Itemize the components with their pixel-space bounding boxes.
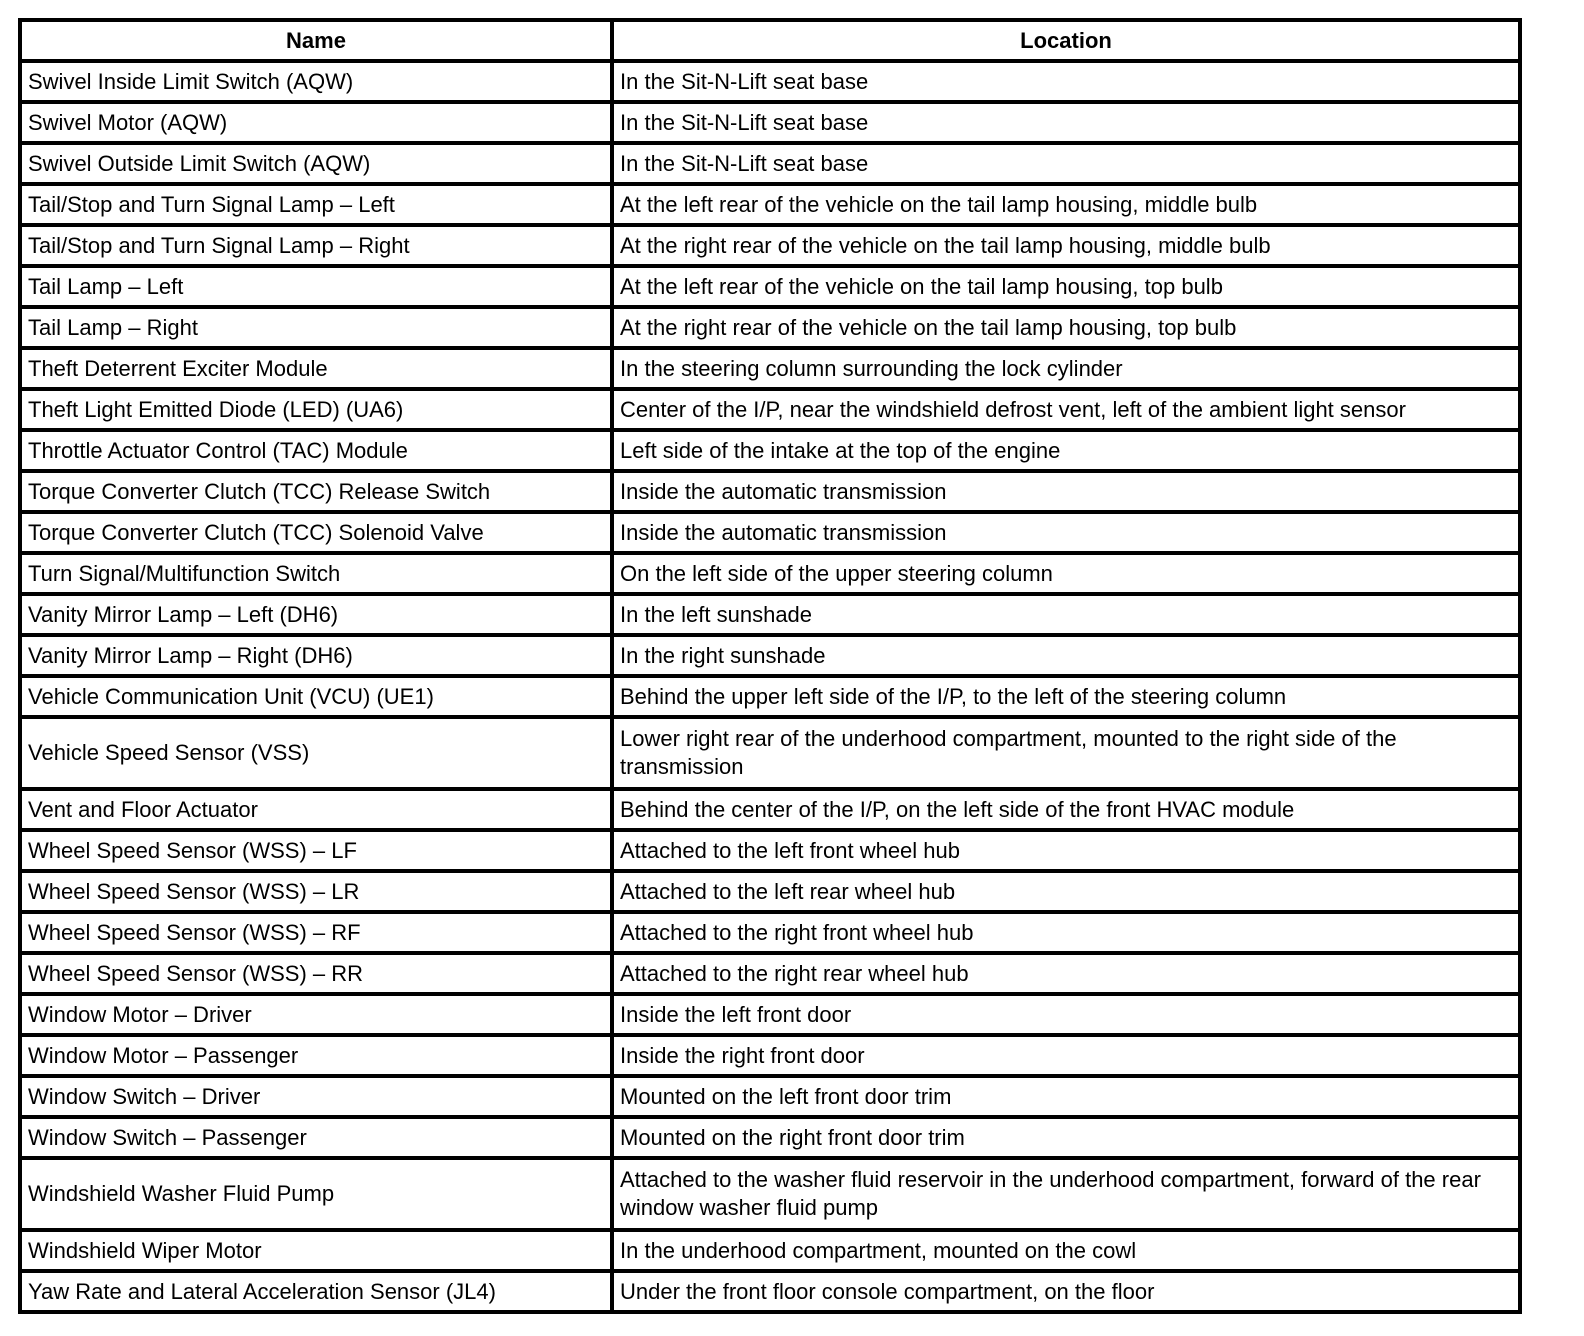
component-location-cell: Behind the upper left side of the I/P, to the left of the steering column <box>612 676 1520 717</box>
table-row <box>20 830 1520 871</box>
component-name-cell: Vanity Mirror Lamp – Right (DH6) <box>20 635 612 676</box>
table-row <box>20 512 1520 553</box>
table-row <box>20 717 1520 789</box>
component-name-cell: Yaw Rate and Lateral Acceleration Sensor (JL4) <box>20 1271 612 1312</box>
component-location-cell: Lower right rear of the underhood compartment, mounted to the right side of the transmission <box>612 717 1520 789</box>
component-name-cell: Windshield Wiper Motor <box>20 1230 612 1271</box>
component-location-cell: Attached to the right front wheel hub <box>612 912 1520 953</box>
component-location-cell: Left side of the intake at the top of the engine <box>612 430 1520 471</box>
table-header <box>20 20 1520 61</box>
component-location-cell: In the Sit-N-Lift seat base <box>612 61 1520 102</box>
component-location-cell: Attached to the right rear wheel hub <box>612 953 1520 994</box>
component-name-cell: Turn Signal/Multifunction Switch <box>20 553 612 594</box>
table-row <box>20 1035 1520 1076</box>
component-name-cell: Window Motor – Passenger <box>20 1035 612 1076</box>
component-name-cell: Tail/Stop and Turn Signal Lamp – Right <box>20 225 612 266</box>
component-name-cell: Throttle Actuator Control (TAC) Module <box>20 430 612 471</box>
component-name-cell: Wheel Speed Sensor (WSS) – LR <box>20 871 612 912</box>
component-location-cell: Attached to the left rear wheel hub <box>612 871 1520 912</box>
table-row <box>20 994 1520 1035</box>
component-location-table-wrapper <box>18 18 1518 1314</box>
table-row <box>20 348 1520 389</box>
table-row <box>20 553 1520 594</box>
component-location-cell: Mounted on the left front door trim <box>612 1076 1520 1117</box>
component-location-cell: Attached to the left front wheel hub <box>612 830 1520 871</box>
table-row <box>20 871 1520 912</box>
component-location-cell: At the right rear of the vehicle on the tail lamp housing, top bulb <box>612 307 1520 348</box>
component-name-cell: Tail/Stop and Turn Signal Lamp – Left <box>20 184 612 225</box>
component-location-cell: At the right rear of the vehicle on the tail lamp housing, middle bulb <box>612 225 1520 266</box>
component-location-cell: In the Sit-N-Lift seat base <box>612 102 1520 143</box>
component-location-cell: Behind the center of the I/P, on the left side of the front HVAC module <box>612 789 1520 830</box>
component-location-cell: At the left rear of the vehicle on the tail lamp housing, top bulb <box>612 266 1520 307</box>
header-row <box>20 20 1520 61</box>
component-location-cell: On the left side of the upper steering column <box>612 553 1520 594</box>
component-location-cell: Inside the automatic transmission <box>612 512 1520 553</box>
table-row <box>20 102 1520 143</box>
component-location-cell: In the underhood compartment, mounted on the cowl <box>612 1230 1520 1271</box>
table-row <box>20 225 1520 266</box>
table-row <box>20 471 1520 512</box>
component-location-cell: In the left sunshade <box>612 594 1520 635</box>
component-location-cell: In the Sit-N-Lift seat base <box>612 143 1520 184</box>
table-row <box>20 1230 1520 1271</box>
table-row <box>20 912 1520 953</box>
table-row <box>20 430 1520 471</box>
component-name-cell: Torque Converter Clutch (TCC) Solenoid Valve <box>20 512 612 553</box>
table-row <box>20 184 1520 225</box>
component-name-cell: Windshield Washer Fluid Pump <box>20 1158 612 1230</box>
component-name-cell: Torque Converter Clutch (TCC) Release Switch <box>20 471 612 512</box>
component-location-cell: Under the front floor console compartment, on the floor <box>612 1271 1520 1312</box>
component-name-cell: Vent and Floor Actuator <box>20 789 612 830</box>
component-location-cell: Mounted on the right front door trim <box>612 1117 1520 1158</box>
component-name-cell: Theft Deterrent Exciter Module <box>20 348 612 389</box>
table-row <box>20 266 1520 307</box>
component-location-cell: Attached to the washer fluid reservoir in the underhood compartment, forward of the rear window washer fluid pump <box>612 1158 1520 1230</box>
component-name-cell: Theft Light Emitted Diode (LED) (UA6) <box>20 389 612 430</box>
component-location-cell: Center of the I/P, near the windshield defrost vent, left of the ambient light sensor <box>612 389 1520 430</box>
component-location-cell: In the right sunshade <box>612 635 1520 676</box>
component-name-cell: Wheel Speed Sensor (WSS) – RR <box>20 953 612 994</box>
table-row <box>20 635 1520 676</box>
table-row <box>20 1117 1520 1158</box>
component-name-cell: Swivel Motor (AQW) <box>20 102 612 143</box>
component-name-cell: Wheel Speed Sensor (WSS) – RF <box>20 912 612 953</box>
component-name-cell: Vehicle Communication Unit (VCU) (UE1) <box>20 676 612 717</box>
component-name-cell: Vanity Mirror Lamp – Left (DH6) <box>20 594 612 635</box>
component-name-cell: Vehicle Speed Sensor (VSS) <box>20 717 612 789</box>
table-row <box>20 1158 1520 1230</box>
table-row <box>20 1076 1520 1117</box>
component-location-cell: Inside the left front door <box>612 994 1520 1035</box>
table-row <box>20 789 1520 830</box>
component-name-cell: Swivel Outside Limit Switch (AQW) <box>20 143 612 184</box>
component-name-cell: Swivel Inside Limit Switch (AQW) <box>20 61 612 102</box>
table-row <box>20 389 1520 430</box>
component-location-table <box>18 18 1522 1314</box>
column-header-location: Location <box>612 20 1520 61</box>
column-header-name: Name <box>20 20 612 61</box>
component-location-cell: Inside the right front door <box>612 1035 1520 1076</box>
table-row <box>20 61 1520 102</box>
table-row <box>20 676 1520 717</box>
component-location-cell: In the steering column surrounding the lock cylinder <box>612 348 1520 389</box>
table-row <box>20 307 1520 348</box>
table-row <box>20 953 1520 994</box>
component-location-cell: Inside the automatic transmission <box>612 471 1520 512</box>
component-name-cell: Wheel Speed Sensor (WSS) – LF <box>20 830 612 871</box>
table-row <box>20 1271 1520 1312</box>
component-name-cell: Tail Lamp – Right <box>20 307 612 348</box>
component-name-cell: Window Motor – Driver <box>20 994 612 1035</box>
component-name-cell: Window Switch – Driver <box>20 1076 612 1117</box>
table-body <box>20 61 1520 1312</box>
component-name-cell: Tail Lamp – Left <box>20 266 612 307</box>
component-name-cell: Window Switch – Passenger <box>20 1117 612 1158</box>
table-row <box>20 143 1520 184</box>
component-location-cell: At the left rear of the vehicle on the tail lamp housing, middle bulb <box>612 184 1520 225</box>
table-row <box>20 594 1520 635</box>
